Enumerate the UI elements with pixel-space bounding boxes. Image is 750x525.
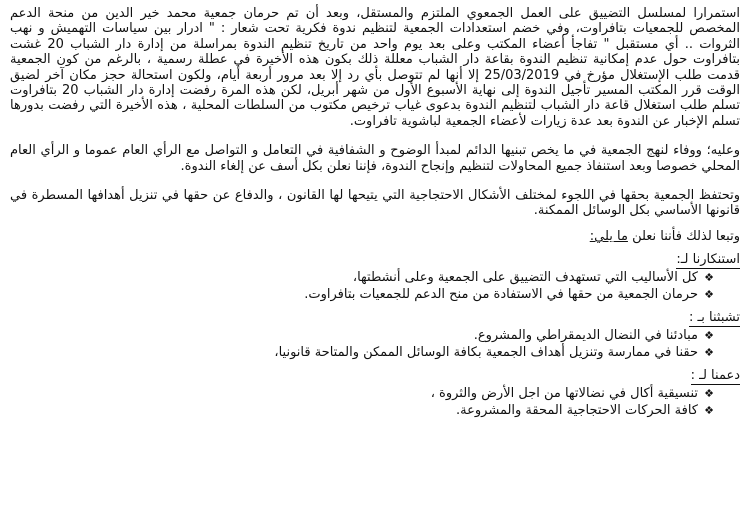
paragraph-cancellation: وعليه؛ ووفاء لنهج الجمعية في ما يخص تبنيها الدائم لمبدأ الوضوح و الشفافية في التعامل و التواصل مع الرأي العام عموما و الرأي العام المحلي خصوصا وبعد استنفاذ جميع المحاولات لتنظيم وإنجاح الندوة، فإننا نعلن بكل أسف عن إلغاء الندوة. [10, 143, 740, 174]
announcement-lead-text: وتبعا لذلك فأننا نعلن [627, 228, 740, 244]
list-item [10, 286, 714, 303]
list-item [10, 385, 714, 402]
bullet-icon: ❖ [704, 403, 714, 417]
list-condemnation [10, 269, 740, 303]
list-item-text: كافة الحركات الاحتجاجية المحقة والمشروعة. [456, 402, 698, 418]
section-commitment [10, 305, 740, 361]
list-item-text: حقنا في ممارسة وتنزيل أهداف الجمعية بكافة الوسائل الممكن والمتاحة قانونيا، [274, 344, 698, 360]
paragraph-intro: استمرارا لمسلسل التضييق على العمل الجمعوي الملتزم والمستقل، وبعد أن تم حرمان جمعية محمد خير الدين من منحة الدعم المخصص للجمعيات بتافراوت، وفي خضم استعدادات الجمعية لتنظيم ندوة فكرية تحت شعار : " ادرار بين سياسات التهميش و نهب الثروات .. أي مستقبل " تفاجأ أعضاء المكتب وعلى بعد يوم واحد من تاريخ تنظيم الندوة بمراسلة من إدارة دار الشباب 20 غشت بتافراوت حول عدم إمكانية تنظيم الندوة بقاعة دار الشباب معللة ذلك بكون هذه الأخيرة في عطلة رسمية ، بالرغم من كون الجمعية قدمت طلب الإستغلال مؤرخ في 25/03/2019 إلا أنها لم تتوصل بأي رد إلا بعد مرور أربعة أيام، ولكون استحالة حجز مكان آخر لضيق الوقت قرر المكتب المسير تأجيل الندوة إلى نهاية الأسبوع الأول من شهر أبريل، لكن هذه المرة رفضت إدارة دار الشباب 20 بتافراوت تسلم طلب استغلال قاعة دار الشباب لتنظيم الندوة بدعوى غياب ترخيص مكتوب من السلطات المحلية ، هذه الأخيرة التي رفضت بدورها تسلم الإخبار عن الندوة بعد عدة زيارات لأعضاء الجمعية لباشوية تافراوت. [10, 6, 740, 129]
list-item [10, 402, 714, 419]
bullet-icon: ❖ [704, 386, 714, 400]
announcement-lead [10, 228, 740, 245]
bullet-icon: ❖ [704, 345, 714, 359]
list-item-text: مبادئنا في النضال الديمقراطي والمشروع. [473, 327, 698, 343]
list-item-text: تنسيقية أكال في نضالاتها من اجل الأرض والثروة ، [430, 385, 698, 401]
list-support [10, 385, 740, 419]
paragraph-rights: وتحتفظ الجمعية بحقها في اللجوء لمختلف الأشكال الاحتجاجية التي يتيحها لها القانون ، والدفاع عن حقها في تنزيل أهدافها المسطرة في قانونها الأساسي بكل الوسائل الممكنة. [10, 188, 740, 219]
list-item-text: حرمان الجمعية من حقها في الاستفادة من منح الدعم للجمعيات بتافراوت. [304, 286, 698, 302]
section-title-commitment: تشبثنا بـ : [688, 309, 740, 325]
list-item [10, 327, 714, 344]
list-item [10, 344, 714, 361]
bullet-icon: ❖ [704, 328, 714, 342]
section-title-condemnation: استنكارنا لـ: [676, 251, 740, 267]
bullet-icon: ❖ [704, 287, 714, 301]
bullet-icon: ❖ [704, 270, 714, 284]
section-support [10, 363, 740, 419]
list-item-text: كل الأساليب التي تستهدف التضييق على الجمعية وعلى أنشطتها، [352, 269, 698, 285]
list-item [10, 269, 714, 286]
announcement-lead-underlined: ما يلي: [589, 228, 628, 244]
section-title-support: دعمنا لـ : [690, 367, 740, 383]
section-condemnation [10, 247, 740, 303]
list-commitment [10, 327, 740, 361]
